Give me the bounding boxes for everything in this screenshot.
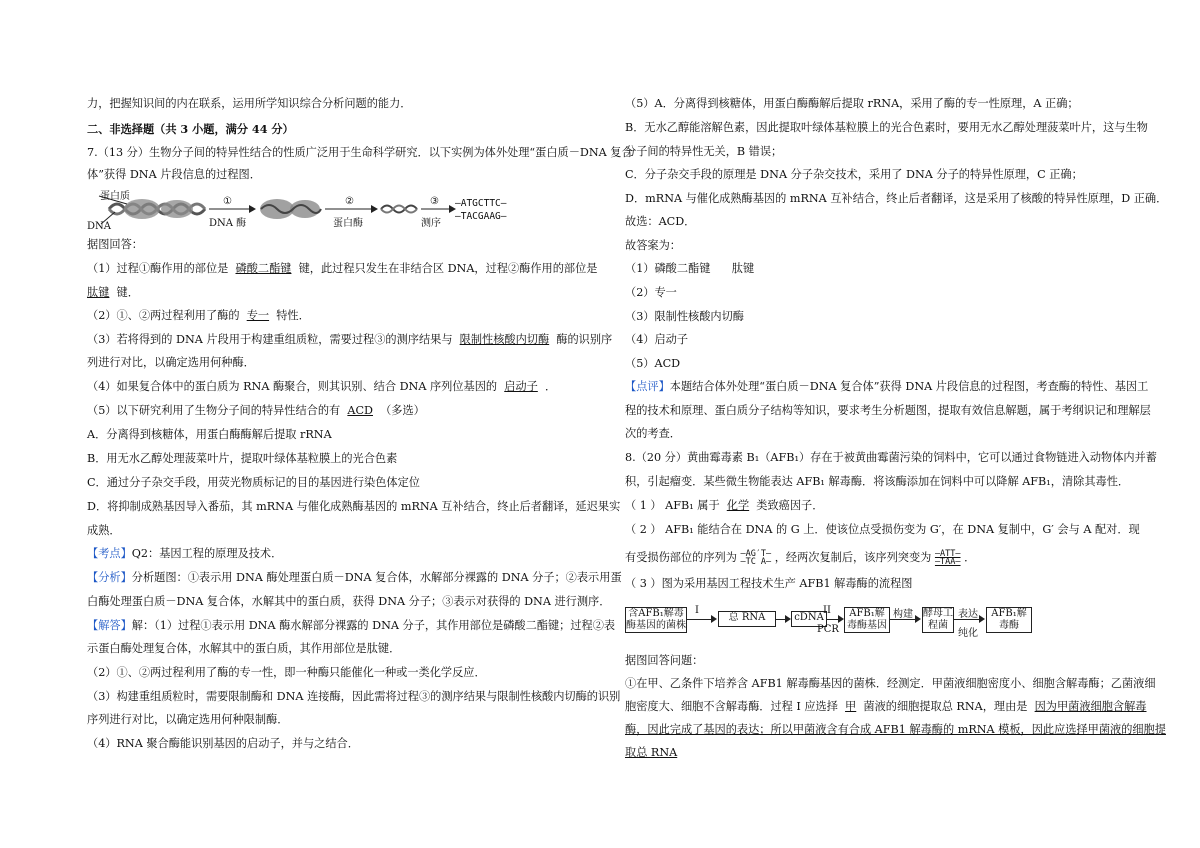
text-line: 力，把握知识间的内在联系，运用所学知识综合分析问题的能力． bbox=[87, 97, 412, 110]
fenxi-tag: 【分析】 bbox=[87, 571, 132, 584]
step1-label: ① bbox=[223, 196, 232, 207]
text-line: D．mRNA 与催化成熟酶基因的 mRNA 互补结合，终止后者翻译，这是采用了核酸的特异性原理，D 正确． bbox=[625, 192, 1168, 205]
jieda-line-3: （2）①、②两过程利用了酶的专一性，即一种酶只能催化一种或一类化学反应． bbox=[87, 666, 486, 679]
step2-enzyme-label: 蛋白酶 bbox=[333, 218, 363, 229]
protein-dna-complex-icon bbox=[109, 199, 205, 219]
dna-process-diagram bbox=[87, 184, 507, 234]
answer-summary-1: （1）磷酸二酯键 肽键 bbox=[625, 262, 755, 275]
option-d: D．将抑制成熟基因导入番茄，其 mRNA 与催化成熟酶基因的 mRNA 互补结合，终止后者翻译，延迟果实 bbox=[87, 500, 621, 513]
digested-complex-icon bbox=[260, 199, 321, 219]
flow-step-2: II bbox=[823, 605, 831, 616]
flow-step-2-pcr: PCR bbox=[817, 624, 839, 635]
flow-step-3: 构建 bbox=[893, 609, 913, 620]
text-line: 据图回答问题： bbox=[625, 654, 704, 667]
flow-box-enzyme: AFB₁解毒酶 bbox=[986, 607, 1032, 633]
dianping-tag: 【点评】 bbox=[625, 380, 670, 393]
answer-line-3: （3）若将得到的 DNA 片段用于构建重组质粒，需要过程③的测序结果与 限制性核酸内切酶 酶的识别序 bbox=[87, 333, 613, 346]
answer-line-4: （4）如果复合体中的蛋白质为 RNA 酶聚合，则其识别、结合 DNA 序列位基因的 启动子 ． bbox=[87, 380, 557, 393]
option-b: B．用无水乙醇处理菠菜叶片，提取叶绿体基粒膜上的光合色素 bbox=[87, 452, 398, 465]
flow-box-gene: AFB₁解毒酶基因 bbox=[844, 607, 890, 633]
text-line: 分子间的特异性无关，B 错误； bbox=[625, 145, 783, 158]
fenxi-line: 【分析】分析题图：①表示用 DNA 酶处理蛋白质－DNA 复合体，水解部分裸露的 DNA 分子；②表示用蛋 bbox=[87, 571, 622, 584]
answer-blank: ACD bbox=[347, 404, 373, 417]
question-8-stem: 8.（20 分）黄曲霉毒素 B₁（AFB₁）存在于被黄曲霉菌污染的饲料中，它可以通过食物链进入动物体内并蓄 bbox=[625, 451, 1157, 464]
flow-box-cdna: cDNA bbox=[791, 611, 827, 627]
answer-blank: 限制性核酸内切酶 bbox=[459, 333, 550, 346]
question-7-stem: 7.（13 分）生物分子间的特异性结合的性质广泛用于生命科学研究．以下实例为体外处理“蛋白质－DNA 复合 bbox=[87, 146, 633, 159]
kaodian-line: 【考点】Q2：基因工程的原理及技术． bbox=[87, 547, 283, 560]
text-line: 据图回答： bbox=[87, 238, 143, 251]
text-line: B．无水乙醇能溶解色素，因此提取叶绿体基粒膜上的光合色素时，要用无水乙醇处理菠菜叶片，这与生物 bbox=[625, 121, 1148, 134]
step2-label: ② bbox=[345, 196, 354, 207]
option-d-cont: 成熟． bbox=[87, 524, 121, 537]
q8-sub-2: （ 2 ） AFB₁ 能结合在 DNA 的 G 上．使该位点受损伤变为 G′，在 DNA 复制中，G′ 会与 A 配对．现 bbox=[625, 523, 1140, 536]
answer-line-2: （2）①、②两过程利用了酶的 专一 特性． bbox=[87, 309, 310, 322]
option-a: A．分离得到核糖体，用蛋白酶酶解后提取 rRNA bbox=[87, 428, 332, 441]
fenxi-line-cont: 白酶处理蛋白质－DNA 复合体，水解其中的蛋白质，获得 DNA 分子；③表示对获得的 DNA 进行测序． bbox=[87, 595, 611, 608]
answer-line-3-cont: 列进行对比，以确定选用何种酶． bbox=[87, 356, 255, 369]
jieda-line-5: 序列进行对比，以确定选用何种限制酶． bbox=[87, 713, 289, 726]
answer-line-1-cont: 肽键 键． bbox=[87, 286, 139, 299]
sequence-top: —ATGCTTC— bbox=[455, 198, 507, 209]
protein-label: 蛋白质 bbox=[100, 191, 130, 202]
jieda-tag: 【解答】 bbox=[87, 619, 132, 632]
text-line: 故答案为： bbox=[625, 239, 681, 252]
answer-line-reason: 胞密度大、细胞不含解毒酶．过程 I 应选择 甲 菌液的细胞提取总 RNA，理由是 因为甲菌液细胞含解毒 bbox=[625, 700, 1147, 713]
answer-blank: 化学 bbox=[726, 499, 750, 512]
jieda-line-6: （4）RNA 聚合酶能识别基因的启动子，并与之结合． bbox=[87, 737, 359, 750]
flow-diagram bbox=[625, 605, 1045, 641]
flow-step-1: I bbox=[695, 605, 699, 616]
question-8-stem-cont: 积，引起瘤变．某些微生物能表达 AFB₁ 解毒酶．将该酶添加在饲料中可以降解 AFB₁，清除其毒性． bbox=[625, 475, 1130, 488]
mutated-sequence: —ATT— —TAA— bbox=[934, 549, 961, 567]
dna-label: DNA bbox=[87, 221, 111, 232]
text-line: 故选：ACD． bbox=[625, 215, 696, 228]
answer-blank: 启动子 bbox=[504, 380, 538, 393]
section-heading: 二、非选择题（共 3 小题，满分 44 分） bbox=[87, 122, 294, 136]
dianping-line-2: 程的技术和原理、蛋白质分子结构等知识，要求考生分析题图，提取有效信息解题，属于考纲识记和理解层 bbox=[625, 404, 1151, 417]
option-c: C．通过分子杂交手段，用荧光物质标记的目的基因进行染色体定位 bbox=[87, 476, 420, 489]
flow-box-total-rna: 总 RNA bbox=[718, 611, 776, 627]
answer-blank: 磷酸二酯键 bbox=[235, 262, 292, 275]
answer-blank: 甲 bbox=[845, 700, 857, 713]
answer-summary-5: （5）ACD bbox=[625, 357, 681, 370]
dianping-line: 【点评】本题结合体外处理“蛋白质－DNA 复合体”获得 DNA 片段信息的过程图，考查酶的特性、基因工 bbox=[625, 380, 1149, 393]
dianping-line-3: 次的考查． bbox=[625, 427, 681, 440]
question-7-stem-cont: 体”获得 DNA 片段信息的过程图． bbox=[87, 168, 261, 181]
answer-summary-2: （2）专一 bbox=[625, 286, 677, 299]
q8-sub-2-cont: 有受损伤部位的序列为 —AG′T— —TC A— ，经两次复制后，该序列突变为 —ATT— —TAA— ． bbox=[625, 549, 976, 567]
answer-line-5: （5）以下研究利用了生物分子间的特异性结合的有 ACD （多选） bbox=[87, 404, 425, 417]
answer-blank: 因为甲菌液细胞含解毒 bbox=[1034, 700, 1147, 713]
answer-blank: 肽键 bbox=[87, 286, 110, 299]
q8-sub-3: （ 3 ）图为采用基因工程技术生产 AFB1 解毒酶的流程图 bbox=[625, 577, 913, 590]
flow-step-4a: 表达 bbox=[958, 609, 978, 620]
jieda-line-2: 示蛋白酶处理复合体，水解其中的蛋白质，其作用部位是肽键． bbox=[87, 642, 401, 655]
step1-enzyme-label: DNA 酶 bbox=[209, 218, 247, 229]
flow-box-yeast: 酵母工程菌 bbox=[923, 608, 953, 631]
answer-summary-3: （3）限制性核酸内切酶 bbox=[625, 310, 744, 323]
dna-fragment-icon bbox=[381, 206, 417, 213]
text-line: （5）A．分离得到核糖体，用蛋白酶酶解后提取 rRNA，采用了酶的专一性原理，A 正确； bbox=[625, 97, 1079, 110]
answer-reason-cont: 酶，因此完成了基因的表达；所以甲菌液含有合成 AFB1 解毒酶的 mRNA 模板，因此应选择甲菌液的细胞提 bbox=[625, 723, 1166, 736]
q8-sub-1: （ 1 ） AFB₁ 属于 化学 类致癌因子． bbox=[625, 499, 824, 512]
step3-label: ③ bbox=[430, 196, 439, 207]
answer-reason-end: 取总 RNA bbox=[625, 746, 678, 759]
sequence-bottom: —TACGAAG— bbox=[455, 211, 507, 222]
text-line: ①在甲、乙条件下培养含 AFB1 解毒酶基因的菌株．经测定．甲菌液细胞密度小、细胞含解毒酶；乙菌液细 bbox=[625, 677, 1156, 690]
flow-box-strain: 含AFB₁解毒酶基因的菌株 bbox=[626, 608, 686, 631]
jieda-line-4: （3）构建重组质粒时，需要限制酶和 DNA 连接酶，因此需将过程③的测序结果与限制性核酸内切酶的识别 bbox=[87, 690, 621, 703]
answer-blank: 专一 bbox=[246, 309, 270, 322]
jieda-line: 【解答】解：（1）过程①表示用 DNA 酶水解部分裸露的 DNA 分子，其作用部位是磷酸二酯键；过程②表 bbox=[87, 619, 616, 632]
damaged-sequence: —AG′T— —TC A— bbox=[740, 549, 772, 567]
flow-step-4b: 纯化 bbox=[958, 628, 978, 639]
text-line: C．分子杂交手段的原理是 DNA 分子杂交技术，采用了 DNA 分子的特异性原理，C 正确； bbox=[625, 168, 1083, 181]
answer-summary-4: （4）启动子 bbox=[625, 333, 689, 346]
kaodian-tag: 【考点】 bbox=[87, 547, 132, 560]
answer-line-1: （1）过程①酶作用的部位是 磷酸二酯键 键，此过程只发生在非结合区 DNA，过程②酶作用的部位是 bbox=[87, 262, 598, 275]
step3-sequencing-label: 测序 bbox=[421, 218, 441, 229]
